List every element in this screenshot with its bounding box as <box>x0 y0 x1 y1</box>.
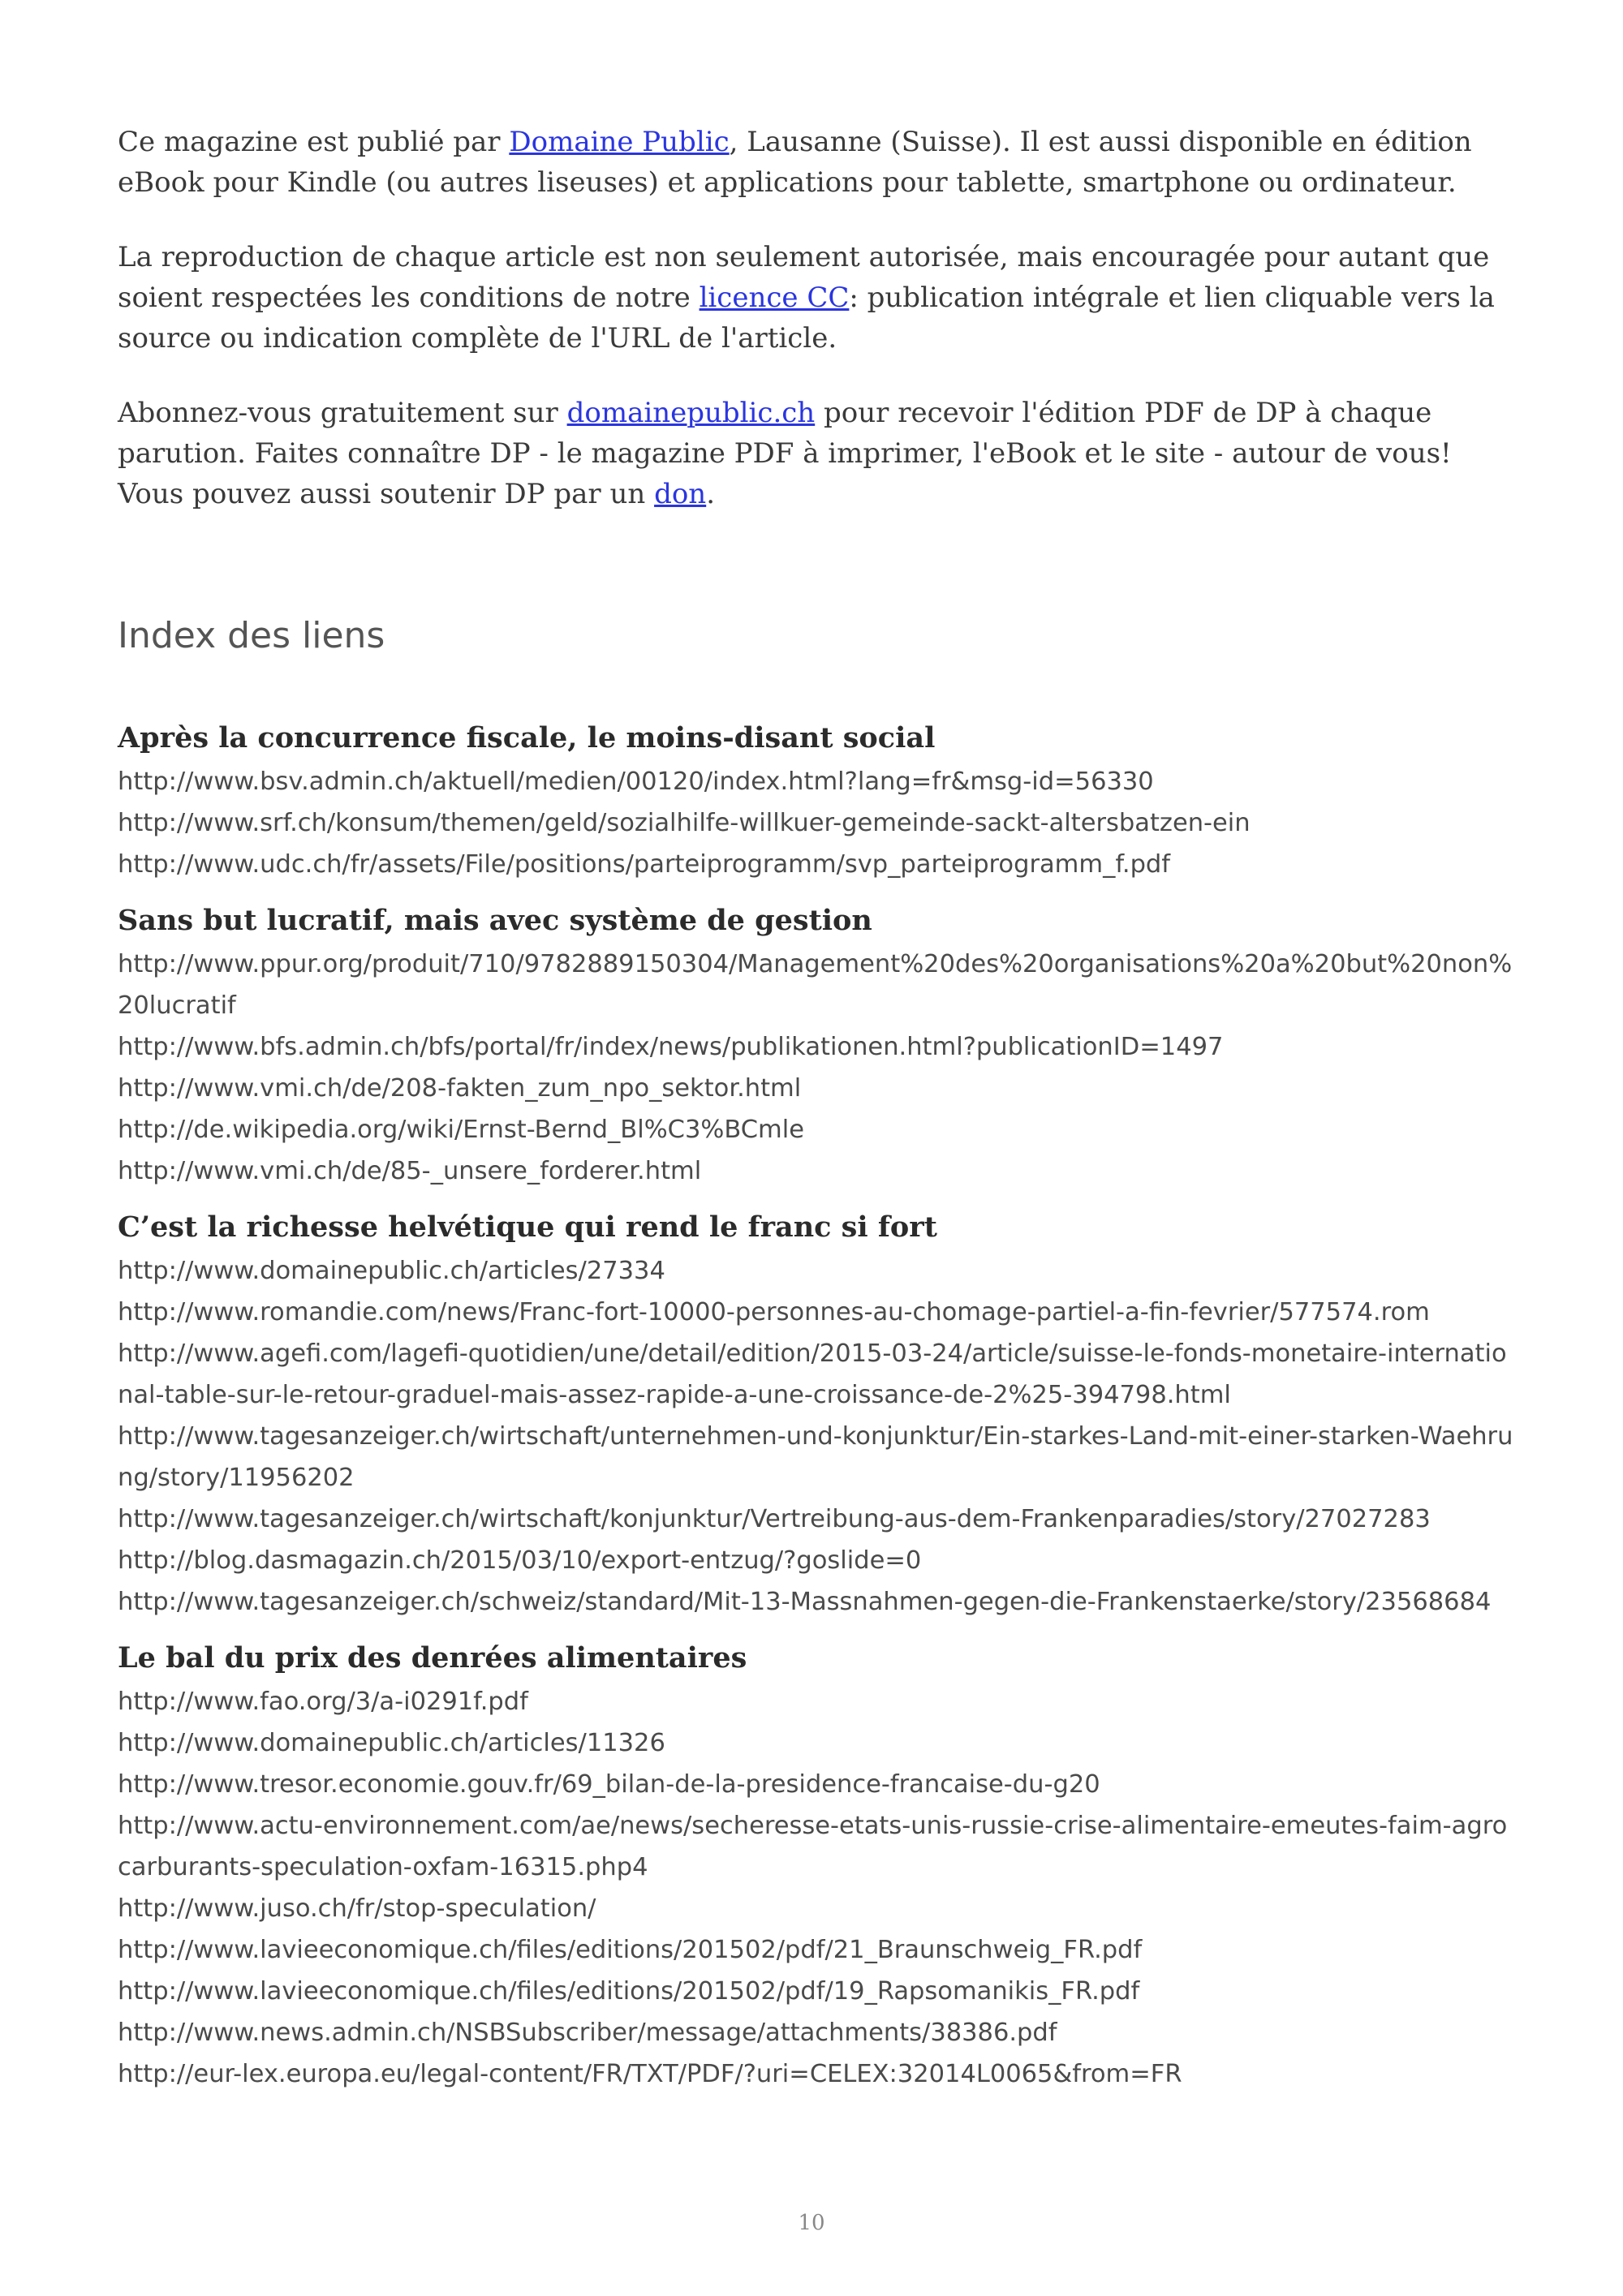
url-item[interactable]: http://www.romandie.com/news/Franc-fort-10000-personnes-au-chomage-partiel-a-fin-fevrier/577574.rom <box>118 1298 1430 1326</box>
document-page <box>118 122 1513 2109</box>
url-item[interactable]: http://www.ppur.org/produit/710/9782889150304/Management%20des%20organisations%20a%20but%20non%20lucratif <box>118 950 1513 1020</box>
url-item[interactable]: http://www.lavieeconomique.ch/files/editions/201502/pdf/21_Braunschweig_FR.pdf <box>118 1936 1143 1964</box>
link-section <box>118 717 1513 885</box>
url-item[interactable]: http://www.bfs.admin.ch/bfs/portal/fr/index/news/publikationen.html?publicationID=1497 <box>118 1033 1224 1061</box>
url-item[interactable]: http://blog.dasmagazin.ch/2015/03/10/export-entzug/?goslide=0 <box>118 1546 922 1575</box>
url-item[interactable]: http://www.tagesanzeiger.ch/schweiz/standard/Mit-13-Massnahmen-gegen-die-Frankenstaerke/story/23568684 <box>118 1588 1492 1616</box>
url-item[interactable]: http://www.udc.ch/fr/assets/File/positions/parteiprogramm/svp_parteiprogramm_f.pdf <box>118 850 1171 879</box>
url-item[interactable]: http://www.lavieeconomique.ch/files/editions/201502/pdf/19_Rapsomanikis_FR.pdf <box>118 1977 1140 2006</box>
text-segment: , Lausanne (Suisse). Il est aussi disponible en édition eBook pour Kindle (ou autres liseuses) et applications pour tablette, smartphone ou ordinateur. <box>118 126 1472 199</box>
link-section <box>118 1206 1513 1623</box>
link-section <box>118 900 1513 1192</box>
url-item[interactable]: http://www.fao.org/3/a-i0291f.pdf <box>118 1688 528 1716</box>
page-number: 10 <box>798 2211 825 2235</box>
intro-paragraph-license <box>118 237 1513 359</box>
url-item[interactable]: http://www.actu-environnement.com/ae/news/secheresse-etats-unis-russie-crise-alimentaire-emeutes-faim-agrocarburants-speculation-oxfam-16315.php4 <box>118 1812 1508 1881</box>
intro-paragraph-subscribe <box>118 393 1513 514</box>
section-title: Sans but lucratif, mais avec système de gestion <box>118 904 872 937</box>
url-item[interactable]: http://www.agefi.com/lagefi-quotidien/une/detail/edition/2015-03-24/article/suisse-le-fonds-monetaire-international-table-sur-le-retour-graduel-mais-assez-rapide-a-une-croissance-de-2%25-394798.html <box>118 1339 1507 1409</box>
url-item[interactable]: http://www.news.admin.ch/NSBSubscriber/message/attachments/38386.pdf <box>118 2019 1057 2047</box>
text-segment: . <box>706 478 716 510</box>
url-item[interactable]: http://www.domainepublic.ch/articles/27334 <box>118 1257 665 1285</box>
url-item[interactable]: http://www.tagesanzeiger.ch/wirtschaft/unternehmen-und-konjunktur/Ein-starkes-Land-mit-einer-starken-Waehrung/story/11956202 <box>118 1422 1513 1492</box>
url-item[interactable]: http://www.tagesanzeiger.ch/wirtschaft/konjunktur/Vertreibung-aus-dem-Frankenparadies/story/27027283 <box>118 1505 1431 1533</box>
intro-paragraph-publisher <box>118 122 1513 203</box>
url-item[interactable]: http://www.vmi.ch/de/208-fakten_zum_npo_sektor.html <box>118 1074 802 1103</box>
text-segment: : publication intégrale et lien cliquable vers la source ou indication complète de l'URL de l'article. <box>118 282 1495 355</box>
url-item[interactable]: http://www.tresor.economie.gouv.fr/69_bilan-de-la-presidence-francaise-du-g20 <box>118 1770 1100 1799</box>
domainepublic-link[interactable]: domainepublic.ch <box>566 397 816 429</box>
url-item[interactable]: http://www.vmi.ch/de/85-_unsere_forderer.html <box>118 1157 702 1185</box>
licence-cc-link[interactable]: licence CC <box>699 282 850 314</box>
link-section <box>118 1637 1513 2095</box>
url-item[interactable]: http://www.srf.ch/konsum/themen/geld/sozialhilfe-willkuer-gemeinde-sackt-altersbatzen-ein <box>118 809 1251 837</box>
section-title: C’est la richesse helvétique qui rend le franc si fort <box>118 1210 937 1244</box>
section-title: Après la concurrence fiscale, le moins-disant social <box>118 721 936 755</box>
url-item[interactable]: http://de.wikipedia.org/wiki/Ernst-Bernd_Bl%C3%BCmle <box>118 1116 804 1144</box>
donation-link[interactable]: don <box>654 478 707 510</box>
domaine-public-link[interactable]: Domaine Public <box>509 126 730 158</box>
section-title: Le bal du prix des denrées alimentaires <box>118 1641 747 1675</box>
text-segment: La reproduction de chaque article est non seulement autorisée, mais encouragée pour autant que soient respectées les conditions de notre <box>118 241 1490 314</box>
url-item[interactable]: http://www.bsv.admin.ch/aktuell/medien/00120/index.html?lang=fr&msg-id=56330 <box>118 767 1154 796</box>
url-item[interactable]: http://www.juso.ch/fr/stop-speculation/ <box>118 1894 596 1923</box>
text-segment: Ce magazine est publié par <box>118 126 510 158</box>
url-item[interactable]: http://eur-lex.europa.eu/legal-content/FR/TXT/PDF/?uri=CELEX:32014L0065&from=FR <box>118 2060 1182 2088</box>
link-index <box>118 717 1513 2095</box>
text-segment: Abonnez-vous gratuitement sur <box>118 397 567 429</box>
url-item[interactable]: http://www.domainepublic.ch/articles/11326 <box>118 1729 665 1757</box>
index-title: Index des liens <box>118 615 385 656</box>
text-segment: pour recevoir l'édition PDF de DP à chaque parution. Faites connaître DP - le magazine PDF à imprimer, l'eBook et le site - autour de vous! Vous pouvez aussi soutenir DP par un <box>118 397 1452 510</box>
